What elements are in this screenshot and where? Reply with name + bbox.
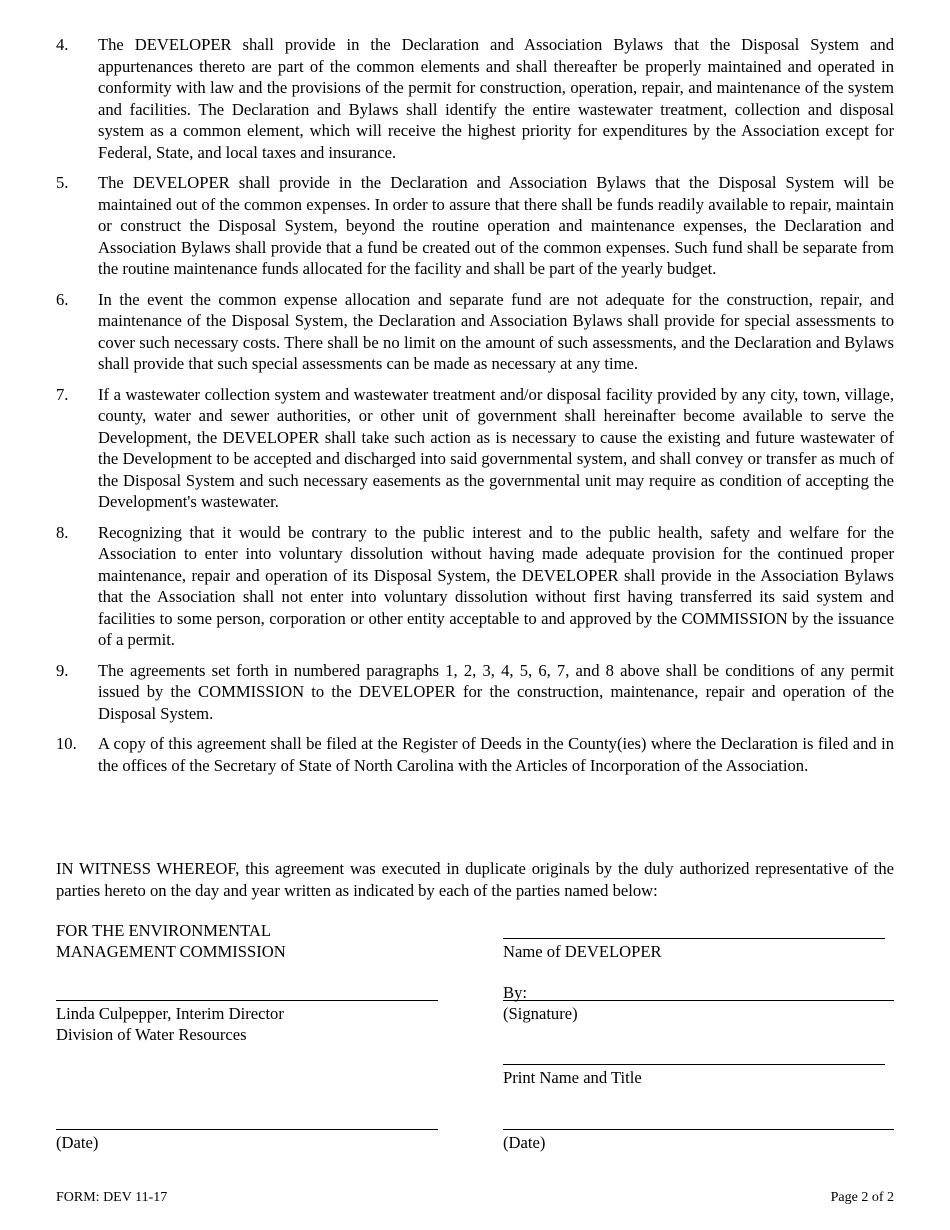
developer-by-label: By: bbox=[503, 983, 527, 1002]
paragraph-text: A copy of this agreement shall be filed at the Register of Deeds in the County(ies) where the Declaration is filed and in the offices of the Secretary of State of North Carolina with the Articles of Incorporation of the Association. bbox=[98, 734, 894, 775]
commission-signature-line[interactable] bbox=[56, 1000, 438, 1001]
witness-clause: IN WITNESS WHEREOF, this agreement was executed in duplicate originals by the duly authorized representative of the parties hereto on the day and year written as indicated by each of the parties named below: bbox=[56, 859, 894, 900]
paragraph-number: 6. bbox=[56, 289, 69, 309]
paragraph-text: In the event the common expense allocation and separate fund are not adequate for the construction, repair, and maintenance of the Disposal System, the Declaration and Association Bylaws shall provide for special assessments to cover such necessary costs. There shall be no limit on the amount of such assessments, and the Declaration and Bylaws shall provide that such special assessments can be made as necessary at any time. bbox=[98, 289, 894, 373]
paragraph-text: Recognizing that it would be contrary to the public interest and to the public health, safety and welfare for the Association to enter into voluntary dissolution without having made adequate provision for the continued proper maintenance, repair and operation of its Disposal System, the DEVELOPER shall provide in the Association Bylaws that the Association shall not enter into voluntary dissolution without first having transferred its said system and facilities to some person, corporation or other entity acceptable to and approved by the COMMISSION by the issuance of a permit. bbox=[98, 522, 894, 649]
developer-print-name-line[interactable] bbox=[503, 1064, 885, 1065]
paragraph-6 bbox=[56, 289, 894, 375]
developer-signature-line[interactable] bbox=[503, 1000, 894, 1001]
form-id: FORM: DEV 11-17 bbox=[56, 1190, 168, 1205]
developer-signature-label: (Signature) bbox=[503, 1004, 578, 1023]
paragraph-number: 8. bbox=[56, 522, 69, 542]
paragraph-7 bbox=[56, 384, 894, 513]
commission-date-line[interactable] bbox=[56, 1129, 438, 1130]
commission-heading-line1: FOR THE ENVIRONMENTAL bbox=[56, 921, 271, 940]
commission-heading-line2: MANAGEMENT COMMISSION bbox=[56, 942, 286, 961]
developer-print-name-label: Print Name and Title bbox=[503, 1068, 642, 1087]
paragraph-number: 4. bbox=[56, 35, 69, 54]
paragraph-5 bbox=[56, 172, 894, 280]
paragraph-9 bbox=[56, 660, 894, 725]
paragraph-number: 9. bbox=[56, 660, 69, 680]
paragraph-4 bbox=[56, 34, 894, 163]
paragraph-text: The DEVELOPER shall provide in the Declaration and Association Bylaws that the Disposal System and appurtenances thereto are part of the common elements and shall thereafter be properly maintained and operated in conformity with law and the provisions of the permit for construction, operation, repair, and maintenance of the system and facilities. The Declaration and Bylaws shall identify the entire wastewater treatment, collection and disposal system as a common element, which will receive the highest priority for expenditures by the Association except for Federal, State, and local taxes and insurance. bbox=[98, 35, 894, 162]
paragraph-10 bbox=[56, 733, 894, 776]
developer-name-label: Name of DEVELOPER bbox=[503, 942, 662, 961]
page-number: Page 2 of 2 bbox=[830, 1190, 894, 1205]
paragraph-text: If a wastewater collection system and wastewater treatment and/or disposal facility provided by any city, town, village, county, water and sewer authorities, or other unit of government shall hereinafter become available to serve the Development, the DEVELOPER shall take such action as is necessary to cause the existing and future wastewater of the Development to be accepted and discharged into said governmental system, and shall convey or transfer as much of the Disposal System and such necessary easements as the governmental unit may require as condition of accepting the Development's wastewater. bbox=[98, 384, 894, 511]
developer-date-line[interactable] bbox=[503, 1129, 894, 1130]
developer-date-label: (Date) bbox=[503, 1133, 546, 1152]
paragraph-text: The DEVELOPER shall provide in the Declaration and Association Bylaws that the Disposal System will be maintained out of the common expenses. In order to assure that there shall be funds readily available to repair, maintain or construct the Disposal System, beyond the routine operation and maintenance expenses, the Declaration and Association Bylaws shall provide that a fund be created out of the common expenses. Such fund shall be separate from the routine maintenance funds allocated for the facility and shall be part of the yearly budget. bbox=[98, 173, 894, 278]
paragraph-text: The agreements set forth in numbered paragraphs 1, 2, 3, 4, 5, 6, 7, and 8 above shall be conditions of any permit issued by the COMMISSION to the DEVELOPER for the construction, maintenance, repair and operation of the Disposal System. bbox=[98, 660, 894, 723]
developer-name-line[interactable] bbox=[503, 938, 885, 939]
paragraph-number: 7. bbox=[56, 384, 69, 404]
commission-signer-name: Linda Culpepper, Interim Director bbox=[56, 1004, 284, 1023]
paragraph-number: 5. bbox=[56, 173, 69, 192]
paragraph-8 bbox=[56, 522, 894, 651]
commission-date-label: (Date) bbox=[56, 1133, 99, 1152]
numbered-paragraphs bbox=[56, 34, 894, 785]
paragraph-number: 10. bbox=[56, 734, 77, 753]
commission-signer-division: Division of Water Resources bbox=[56, 1025, 247, 1044]
